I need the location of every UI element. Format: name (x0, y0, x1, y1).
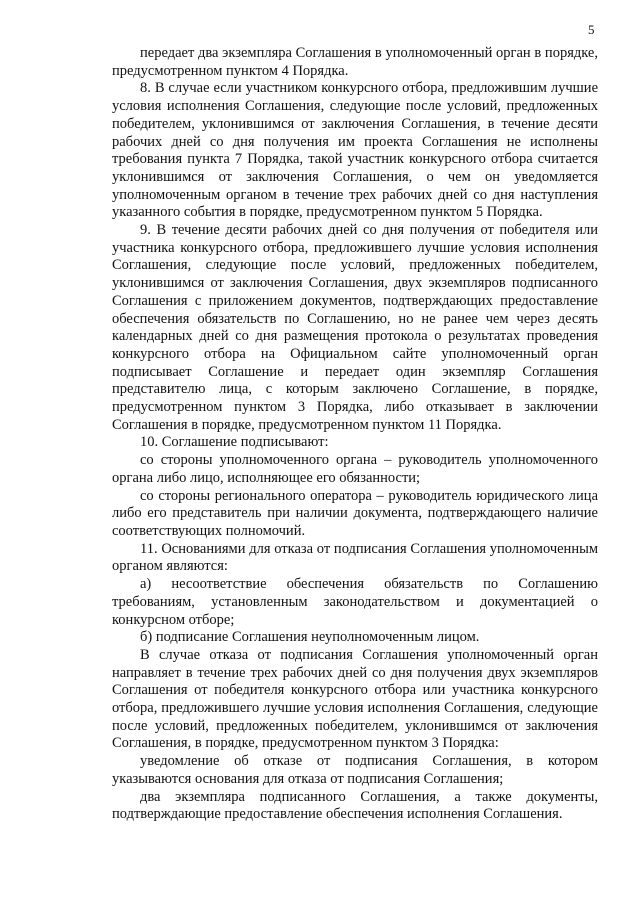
paragraph-signatory-authority: со стороны уполномоченного органа – руководитель уполномоченного органа либо лицо, исполняющее его обязанности; (112, 452, 598, 486)
paragraph-clause-11: 11. Основаниями для отказа от подписания Соглашения уполномоченным органом являются: (112, 540, 598, 575)
paragraph-refusal-copies: два экземпляра подписанного Соглашения, а также документы, подтверждающие предоставление обеспечения исполнения Соглашения. (112, 788, 598, 823)
paragraph-refusal: В случае отказа от подписания Соглашения уполномоченный орган направляет в течение трех рабочих дней со дня получения двух экземпляров Соглашения от победителя конкурсного отбора или участника конкурсного отбора, предложившего лучшие условия исполнения Соглашения, следующие после условий, предложенных победителем, уклонившимся от заключения Соглашения, в порядке, предусмотренном пунктом 3 Порядка: (112, 646, 598, 752)
paragraph-clause-8: 8. В случае если участником конкурсного отбора, предложившим лучшие условия исполнения Соглашения, следующие после условий, предложенных победителем, уклонившимся от заключения Соглашения, в течение десяти рабочих дней со дня получения им проекта Соглашения не исполнены требования пункта 7 Порядка, такой участник конкурсного отбора считается уклонившимся от заключения Соглашения, о чем он уведомляется уполномоченным органом в течение трех рабочих дней со дня наступления указанного события в порядке, предусмотренном пунктом 5 Порядка. (112, 80, 598, 221)
paragraph-continuation: передает два экземпляра Соглашения в уполномоченный орган в порядке, предусмотренном пунктом 4 Порядка. (112, 45, 598, 79)
paragraph-ground-b: б) подписание Соглашения неуполномоченным лицом. (140, 629, 480, 646)
paragraph-ground-a: а) несоответствие обеспечения обязательств по Соглашению требованиям, установленным законодательством и документацией о конкурсном отборе; (112, 576, 598, 628)
paragraph-signatory-operator: со стороны регионального оператора – руководитель юридического лица либо его представитель при наличии документа, подтверждающего наличие соответствующих полномочий. (112, 487, 598, 539)
paragraph-clause-10: 10. Соглашение подписывают: (140, 434, 329, 451)
document-body (112, 45, 598, 824)
paragraph-clause-9: 9. В течение десяти рабочих дней со дня получения от победителя или участника конкурсного отбора, предложившего лучшие условия исполнения Соглашения, следующие после условий, предложенных победителем, уклонившимся от заключения Соглашения, двух экземпляров подписанного Соглашения с приложением документов, подтверждающих предоставление обеспечения обязательств по Соглашению, но не ранее чем через десять календарных дней со дня размещения протокола о результатах проведения конкурсного отбора на Официальном сайте уполномоченный орган подписывает Соглашение и передает один экземпляр Соглашения представителю лица, с которым заключено Соглашение, в порядке, предусмотренном пунктом 3 Порядка, либо отказывает в заключении Соглашения в порядке, предусмотренном пунктом 11 Порядка. (112, 222, 598, 433)
page-number: 5 (588, 22, 595, 37)
paragraph-refusal-notice: уведомление об отказе от подписания Соглашения, в котором указываются основания для отказа от подписания Соглашения; (112, 753, 598, 787)
